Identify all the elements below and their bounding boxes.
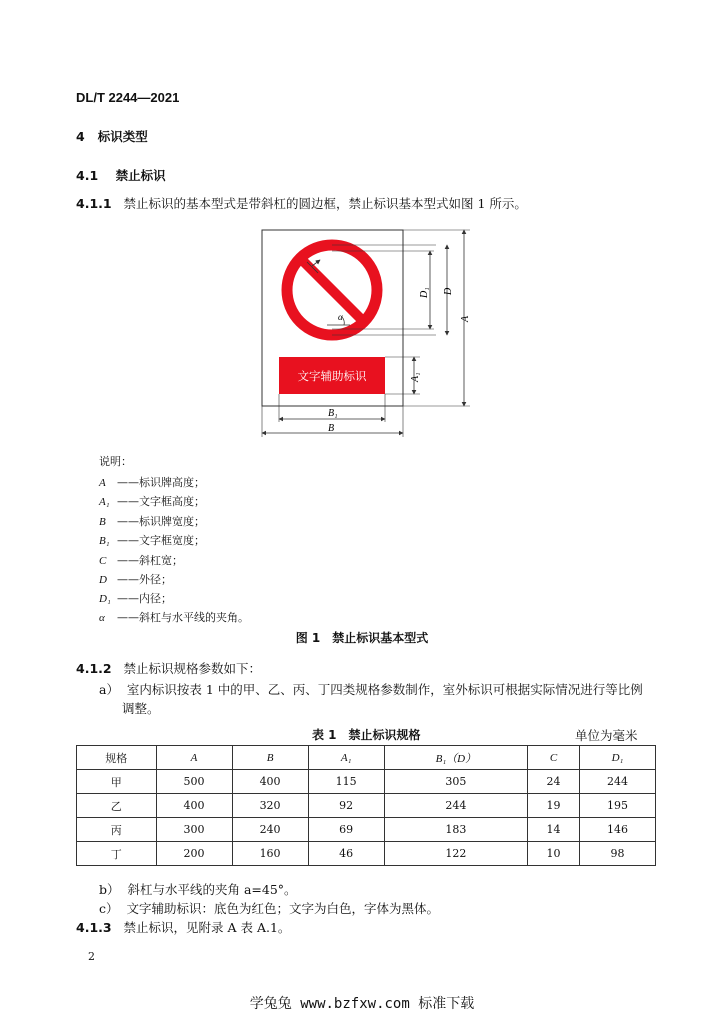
section-4-heading bbox=[76, 127, 148, 145]
paragraph-4-1-1 bbox=[76, 194, 527, 212]
table-cell: 92 bbox=[308, 794, 384, 818]
footer-watermark[interactable]: 学兔兔 www.bzfxw.com 标准下载 bbox=[249, 996, 475, 1012]
item-a-line1: 室内标识按表 1 中的甲、乙、丙、丁四类规格参数制作，室外标识可根据实际情况进行等比例 bbox=[126, 682, 643, 697]
table-header-cell: B bbox=[232, 746, 308, 770]
table-cell: 丁 bbox=[77, 842, 157, 866]
legend-item bbox=[99, 571, 172, 587]
paragraph-4-1-1-number: 4.1.1 bbox=[76, 196, 112, 211]
table-header-cell: D₁ bbox=[579, 746, 655, 770]
table-row bbox=[77, 842, 656, 866]
table-cell: 320 bbox=[232, 794, 308, 818]
paragraph-4-1-1-text: 禁止标识的基本型式是带斜杠的圆边框，禁止标识基本型式如图 1 所示。 bbox=[123, 196, 527, 211]
legend-desc: ——标识牌高度； bbox=[117, 476, 205, 489]
table-header-cell: A₁ bbox=[308, 746, 384, 770]
table-caption: 表 1 禁止标识规格 bbox=[312, 728, 421, 742]
table-cell: 115 bbox=[308, 770, 384, 794]
table-cell: 500 bbox=[156, 770, 232, 794]
legend-symbol: B₁ bbox=[99, 535, 110, 547]
table-row bbox=[77, 818, 656, 842]
dim-b1-label: B₁ bbox=[328, 408, 338, 419]
table-cell: 丙 bbox=[77, 818, 157, 842]
item-b bbox=[99, 880, 297, 898]
paragraph-4-1-3 bbox=[76, 918, 290, 936]
table-cell: 400 bbox=[232, 770, 308, 794]
legend-symbol: B bbox=[99, 516, 106, 528]
table-cell: 46 bbox=[308, 842, 384, 866]
legend-item bbox=[99, 474, 205, 490]
item-a-label: a） bbox=[99, 682, 119, 697]
table-cell: 300 bbox=[156, 818, 232, 842]
section-4-1-title: 禁止标识 bbox=[115, 168, 166, 183]
alpha-label: α bbox=[338, 312, 343, 322]
legend-desc: ——斜杠与水平线的夹角。 bbox=[117, 611, 249, 624]
page-number: 2 bbox=[88, 950, 95, 963]
item-c bbox=[99, 899, 439, 917]
table-cell: 305 bbox=[384, 770, 527, 794]
table-cell: 183 bbox=[384, 818, 527, 842]
table-row bbox=[77, 794, 656, 818]
table-cell: 200 bbox=[156, 842, 232, 866]
table-cell: 122 bbox=[384, 842, 527, 866]
legend-item bbox=[99, 493, 205, 509]
paragraph-4-1-2-text: 禁止标识规格参数如下： bbox=[123, 661, 262, 676]
item-a-line2: 调整。 bbox=[122, 701, 160, 716]
item-c-text: 文字辅助标识：底色为红色；文字为白色，字体为黑体。 bbox=[126, 901, 439, 916]
legend-title: 说明： bbox=[99, 455, 132, 468]
legend-item bbox=[99, 552, 183, 568]
dim-a1-label: A₁ bbox=[410, 372, 421, 382]
legend-desc: ——内径； bbox=[117, 592, 172, 605]
table-header-cell: A bbox=[156, 746, 232, 770]
section-4-title: 标识类型 bbox=[97, 129, 148, 144]
legend-symbol: D bbox=[99, 574, 107, 586]
legend-desc: ——标识牌宽度； bbox=[117, 515, 205, 528]
legend-symbol: α bbox=[99, 612, 105, 624]
table-cell: 195 bbox=[579, 794, 655, 818]
table-cell: 244 bbox=[384, 794, 527, 818]
paragraph-4-1-2 bbox=[76, 659, 261, 677]
table-cell: 98 bbox=[579, 842, 655, 866]
table-unit: 单位为毫米 bbox=[575, 728, 638, 743]
dim-a-label: A bbox=[460, 315, 471, 322]
prohibition-sign-figure bbox=[255, 225, 485, 440]
table-header-cell: C bbox=[528, 746, 580, 770]
dim-d-label: D bbox=[443, 287, 454, 295]
legend-desc: ——斜杠宽； bbox=[117, 554, 183, 567]
legend-desc: ——文字框宽度； bbox=[117, 534, 205, 547]
table-cell: 400 bbox=[156, 794, 232, 818]
table-cell: 244 bbox=[579, 770, 655, 794]
item-c-label: c） bbox=[99, 901, 119, 916]
item-b-text: 斜杠与水平线的夹角 a=45°。 bbox=[127, 882, 297, 897]
table-cell: 160 bbox=[232, 842, 308, 866]
table-cell: 14 bbox=[528, 818, 580, 842]
table-cell: 240 bbox=[232, 818, 308, 842]
legend-desc: ——外径； bbox=[117, 573, 172, 586]
legend-desc: ——文字框高度； bbox=[117, 495, 205, 508]
legend-symbol: A₁ bbox=[99, 496, 110, 508]
standard-number: DL/T 2244—2021 bbox=[76, 90, 180, 105]
table-cell: 10 bbox=[528, 842, 580, 866]
paragraph-4-1-3-text: 禁止标识，见附录 A 表 A.1。 bbox=[123, 920, 291, 935]
legend-symbol: D₁ bbox=[99, 593, 111, 605]
text-aux-label: 文字辅助标识 bbox=[297, 369, 367, 383]
table-cell: 乙 bbox=[77, 794, 157, 818]
legend-item bbox=[99, 590, 172, 606]
table-cell: 甲 bbox=[77, 770, 157, 794]
table-cell: 146 bbox=[579, 818, 655, 842]
item-b-label: b） bbox=[99, 882, 120, 897]
table-cell: 24 bbox=[528, 770, 580, 794]
table-cell: 19 bbox=[528, 794, 580, 818]
dim-d1-label: D₁ bbox=[419, 287, 430, 298]
spec-table bbox=[76, 745, 656, 866]
section-4-1-number: 4.1 bbox=[76, 168, 99, 183]
legend-symbol: C bbox=[99, 555, 107, 567]
figure-caption: 图 1 禁止标识基本型式 bbox=[295, 631, 429, 645]
legend-symbol: A bbox=[99, 477, 106, 489]
legend-item bbox=[99, 513, 205, 529]
table-row bbox=[77, 770, 656, 794]
dim-b-label: B bbox=[328, 423, 335, 434]
table-header-row bbox=[77, 746, 656, 770]
section-4-1-heading bbox=[76, 166, 166, 184]
item-a bbox=[99, 680, 643, 698]
table-cell: 69 bbox=[308, 818, 384, 842]
table-header-cell: B₁（D） bbox=[384, 746, 527, 770]
paragraph-4-1-2-number: 4.1.2 bbox=[76, 661, 112, 676]
table-header-cell: 规格 bbox=[77, 746, 157, 770]
legend-item bbox=[99, 609, 249, 625]
paragraph-4-1-3-number: 4.1.3 bbox=[76, 920, 112, 935]
legend-item bbox=[99, 532, 205, 548]
section-4-number: 4 bbox=[76, 129, 85, 144]
